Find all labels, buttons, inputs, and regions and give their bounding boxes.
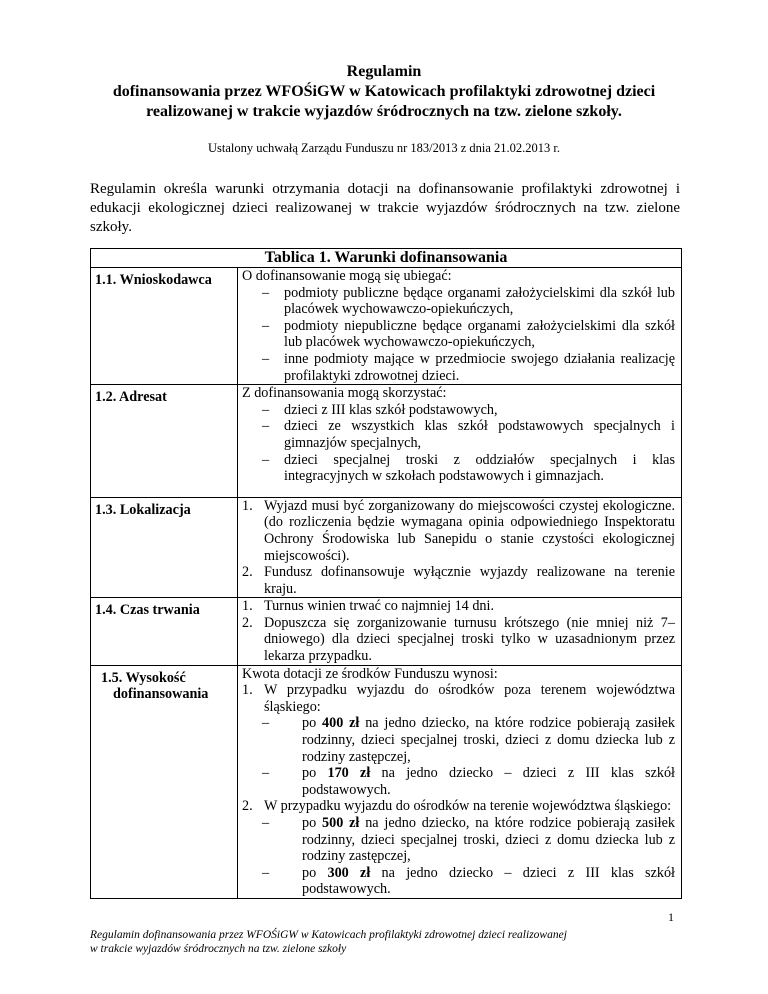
applicant-intro: O dofinansowanie mogą się ubiegać: bbox=[242, 268, 452, 284]
row-content-addressee bbox=[238, 385, 682, 498]
page-number: 1 bbox=[668, 910, 674, 924]
row-content-location bbox=[238, 497, 682, 598]
row-label-amount: 1.5. Wysokość dofinansowania bbox=[91, 665, 238, 898]
footer-line-1: Regulamin dofinansowania przez WFOŚiGW w Katowicach profilaktyki zdrowotnej dzieci realizowanej bbox=[90, 929, 567, 941]
list-item: 2. Fundusz dofinansowuje wyłącznie wyjazdy realizowane na terenie kraju. bbox=[242, 564, 675, 597]
intro-paragraph: Regulamin określa warunki otrzymania dotacji na dofinansowanie profilaktyki zdrowotnej i edukacji ekologicznej dzieci realizowanej w trakcie wyjazdów śródrocznych na tzw. zielone szkoły. bbox=[90, 181, 680, 235]
list-item: 1. Wyjazd musi być zorganizowany do miejscowości czystej ekologiczne. (do rozliczenia będzie wymagana opinia odpowiedniego Inspektoratu Ochrony Środowiska lub Sanepidu o stanie czystości ekologicznej miejscowości). bbox=[242, 497, 675, 564]
row-label-addressee: 1.2. Adresat bbox=[91, 385, 238, 498]
table-row bbox=[91, 268, 682, 385]
addressee-intro: Z dofinansowania mogą skorzystać: bbox=[242, 385, 447, 402]
table-row bbox=[91, 497, 682, 598]
row-label-duration: 1.4. Czas trwania bbox=[91, 598, 238, 665]
table-row bbox=[91, 665, 682, 898]
list-item: 1. Turnus winien trwać co najmniej 14 dni. bbox=[242, 598, 494, 615]
list-item: – po 300 zł na jedno dziecko – dzieci z III klas szkół podstawowych. bbox=[242, 865, 675, 898]
table-caption: Tablica 1. Warunki dofinansowania bbox=[91, 249, 682, 268]
row-content-amount bbox=[238, 665, 682, 898]
title-line-2: dofinansowania przez WFOŚiGW w Katowicach profilaktyki zdrowotnej dzieci bbox=[112, 83, 656, 100]
amount-intro: Kwota dotacji ze środków Funduszu wynosi: bbox=[242, 665, 498, 682]
title-line-1: Regulamin bbox=[346, 63, 422, 80]
resolution-note: Ustalony uchwałą Zarządu Funduszu nr 183/2013 z dnia 21.02.2013 r. bbox=[207, 141, 560, 155]
document-title bbox=[60, 62, 708, 122]
row-content-applicant bbox=[238, 268, 682, 385]
page-footer bbox=[90, 928, 690, 956]
list-item: – podmioty publiczne będące organami założycielskimi dla szkół lub placówek wychowawczo-opiekuńczych, bbox=[242, 285, 675, 318]
title-line-3: realizowanej w trakcie wyjazdów śródrocznych na tzw. zielone szkoły. bbox=[146, 103, 622, 120]
list-item: – po 170 zł na jedno dziecko – dzieci z III klas szkół podstawowych. bbox=[242, 765, 675, 798]
table-row bbox=[91, 598, 682, 665]
row-label-location: 1.3. Lokalizacja bbox=[91, 497, 238, 598]
list-item: – dzieci z III klas szkół podstawowych, bbox=[242, 402, 675, 419]
row-content-duration bbox=[238, 598, 682, 665]
list-item: – po 500 zł na jedno dziecko, na które rodzice pobierają zasiłek rodzinny, dzieci specjalnej troski, dzieci z domu dziecka lub z rodziny zastępczej, bbox=[242, 815, 675, 865]
list-item: – dzieci ze wszystkich klas szkół podstawowych specjalnych i gimnazjów specjalnych, bbox=[242, 418, 675, 451]
list-item: – podmioty niepubliczne będące organami założycielskimi dla szkół lub placówek wychowawczo-opiekuńczych, bbox=[242, 318, 675, 351]
table-row bbox=[91, 385, 682, 498]
list-item: 1. W przypadku wyjazdu do ośrodków poza terenem województwa śląskiego: – po 400 zł na jedno dziecko, na które rodzice pobierają zasiłek rodzinny, dzieci specjalnej troski, dzieci z domu dziecka lub z rodziny zastępczej, – po 170 zł na jedno dziecko – dzieci z III klas szkół podstawowych. bbox=[242, 682, 675, 798]
list-item: 2. W przypadku wyjazdu do ośrodków na terenie województwa śląskiego: – po 500 zł na jedno dziecko, na które rodzice pobierają zasiłek rodzinny, dzieci specjalnej troski, dzieci z domu dziecka lub z rodziny zastępczej, – po 300 zł na jedno dziecko – dzieci z III klas szkół podstawowych. bbox=[242, 798, 675, 898]
row-label-applicant: 1.1. Wnioskodawca bbox=[91, 268, 238, 385]
list-item: 2. Dopuszcza się zorganizowanie turnusu krótszego (nie mniej niż 7–dniowego) dla dzieci specjalnej troski tylko w uzasadnionym przez lekarza przypadku. bbox=[242, 614, 675, 665]
list-item: – dzieci specjalnej troski z oddziałów specjalnych i klas integracyjnych w szkołach podstawowych i gimnazjach. bbox=[242, 452, 675, 485]
conditions-table bbox=[90, 248, 682, 899]
footer-line-2: w trakcie wyjazdów śródrocznych na tzw. zielone szkoły bbox=[90, 943, 347, 955]
list-item: – po 400 zł na jedno dziecko, na które rodzice pobierają zasiłek rodzinny, dzieci specjalnej troski, dzieci z domu dziecka lub z rodziny zastępczej, bbox=[242, 715, 675, 765]
list-item: – inne podmioty mające w przedmiocie swojego działania realizację profilaktyki zdrowotnej dzieci. bbox=[242, 351, 675, 384]
